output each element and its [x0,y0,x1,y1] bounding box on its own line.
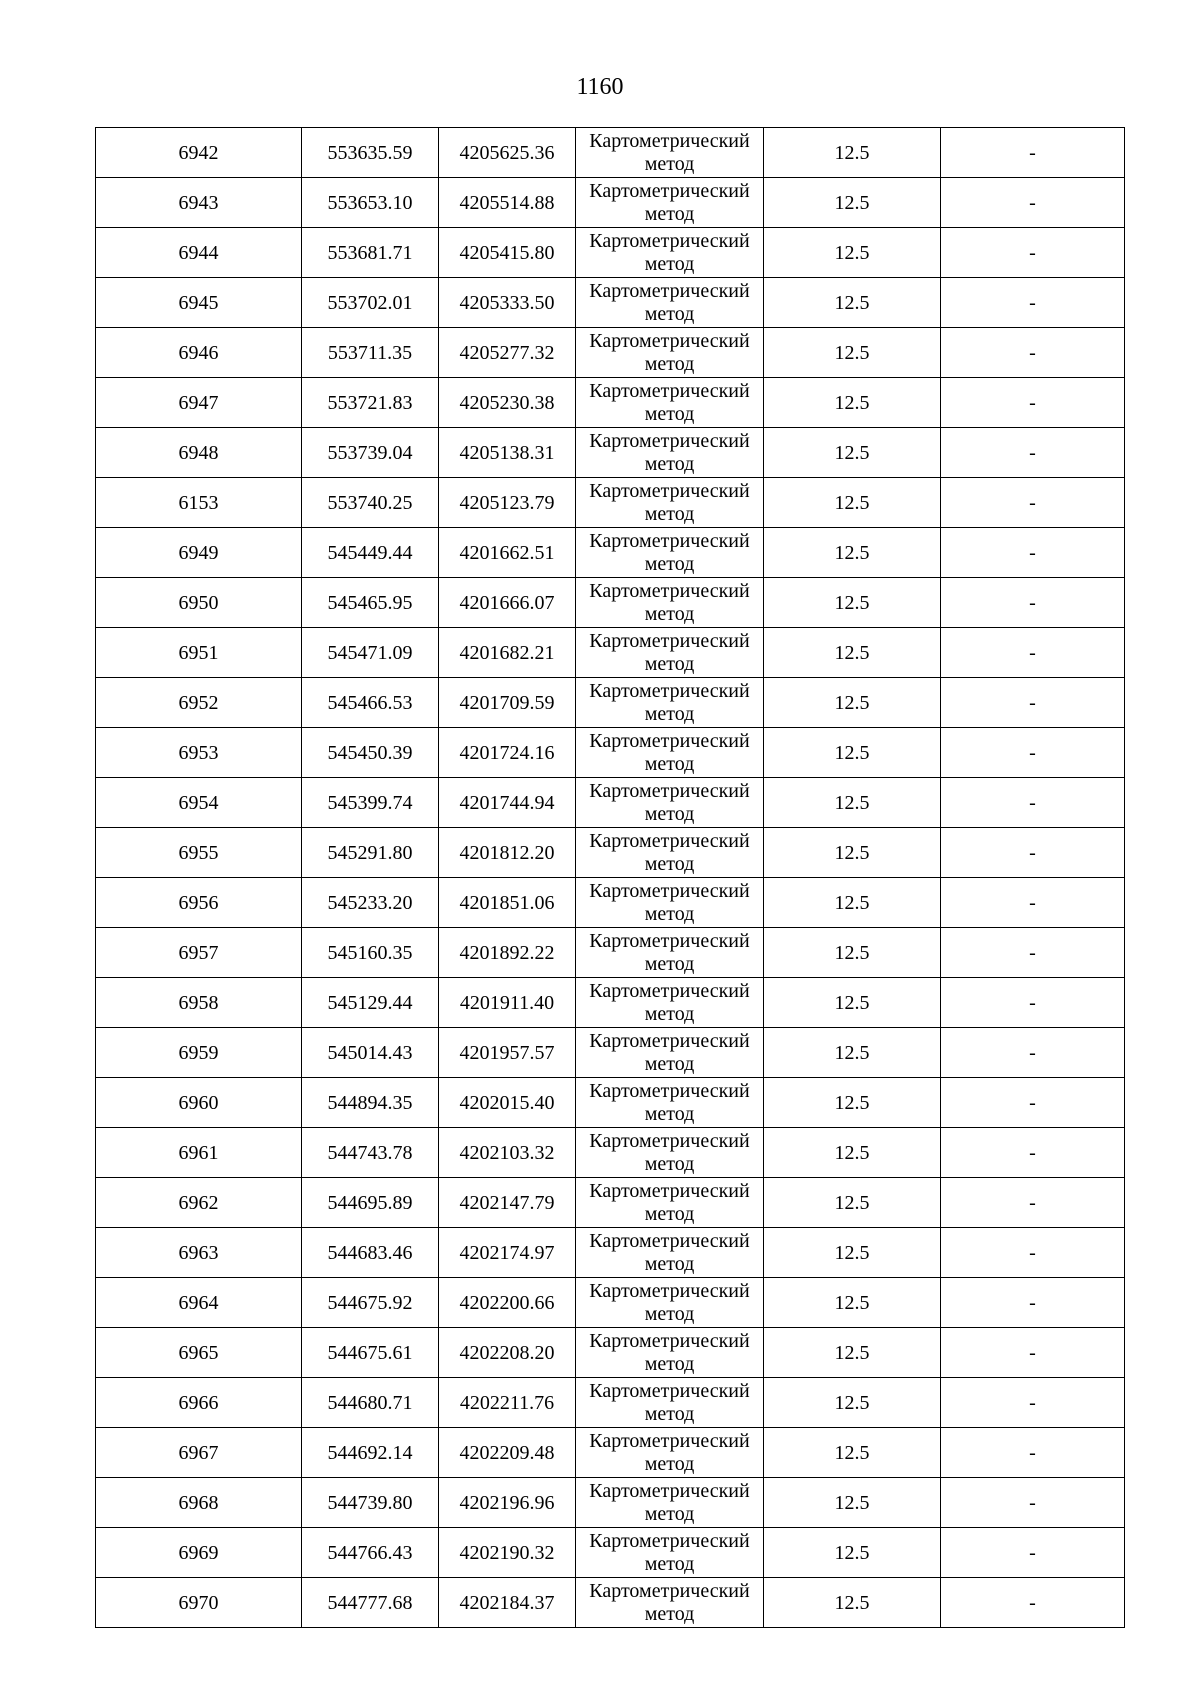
error-value-cell: 12.5 [764,578,941,628]
table-body [96,128,1125,1628]
note-cell: - [941,1128,1125,1178]
point-number-cell: 6967 [96,1428,302,1478]
error-value-cell: 12.5 [764,378,941,428]
method-line-2: метод [644,1552,695,1575]
x-coordinate-cell: 544675.92 [302,1278,439,1328]
method-line-2: метод [644,902,695,925]
error-value-cell: 12.5 [764,528,941,578]
error-value-cell: 12.5 [764,928,941,978]
point-number-cell: 6969 [96,1528,302,1578]
y-coordinate-cell: 4202208.20 [439,1328,576,1378]
note-cell: - [941,278,1125,328]
x-coordinate-cell: 544766.43 [302,1528,439,1578]
method-line-1: Картометрический [589,829,750,852]
point-number-cell: 6950 [96,578,302,628]
method-cell [576,278,764,328]
method-cell [576,728,764,778]
method-cell [576,1028,764,1078]
method-line-2: метод [644,1102,695,1125]
table-row [96,878,1125,928]
y-coordinate-cell: 4205138.31 [439,428,576,478]
table-row [96,528,1125,578]
table-row [96,278,1125,328]
method-cell [576,778,764,828]
table-row [96,728,1125,778]
method-line-1: Картометрический [589,479,750,502]
error-value-cell: 12.5 [764,878,941,928]
table-row [96,1428,1125,1478]
method-cell [576,678,764,728]
point-number-cell: 6960 [96,1078,302,1128]
table-row [96,128,1125,178]
method-line-1: Картометрический [589,1529,750,1552]
method-cell [576,1578,764,1628]
table-row [96,1178,1125,1228]
table-row [96,1478,1125,1528]
note-cell: - [941,178,1125,228]
x-coordinate-cell: 545466.53 [302,678,439,728]
error-value-cell: 12.5 [764,1328,941,1378]
method-line-1: Картометрический [589,1229,750,1252]
method-cell [576,578,764,628]
table-row [96,678,1125,728]
y-coordinate-cell: 4201851.06 [439,878,576,928]
table-row [96,178,1125,228]
error-value-cell: 12.5 [764,278,941,328]
method-line-2: метод [644,1002,695,1025]
y-coordinate-cell: 4201957.57 [439,1028,576,1078]
error-value-cell: 12.5 [764,778,941,828]
table-row [96,378,1125,428]
method-line-2: метод [644,352,695,375]
error-value-cell: 12.5 [764,128,941,178]
x-coordinate-cell: 544683.46 [302,1228,439,1278]
error-value-cell: 12.5 [764,1228,941,1278]
method-cell [576,828,764,878]
method-line-2: метод [644,1352,695,1375]
x-coordinate-cell: 553739.04 [302,428,439,478]
point-number-cell: 6942 [96,128,302,178]
y-coordinate-cell: 4201812.20 [439,828,576,878]
table-row [96,928,1125,978]
method-line-1: Картометрический [589,1129,750,1152]
x-coordinate-cell: 544777.68 [302,1578,439,1628]
y-coordinate-cell: 4201724.16 [439,728,576,778]
method-cell [576,1178,764,1228]
error-value-cell: 12.5 [764,1278,941,1328]
point-number-cell: 6959 [96,1028,302,1078]
note-cell: - [941,1178,1125,1228]
point-number-cell: 6944 [96,228,302,278]
table-row [96,628,1125,678]
method-line-1: Картометрический [589,379,750,402]
table-row [96,1528,1125,1578]
point-number-cell: 6970 [96,1578,302,1628]
method-line-2: метод [644,452,695,475]
note-cell: - [941,1078,1125,1128]
x-coordinate-cell: 545465.95 [302,578,439,628]
y-coordinate-cell: 4202200.66 [439,1278,576,1328]
boundary-points-table [95,127,1125,1628]
error-value-cell: 12.5 [764,328,941,378]
error-value-cell: 12.5 [764,428,941,478]
method-cell [576,1128,764,1178]
point-number-cell: 6957 [96,928,302,978]
x-coordinate-cell: 553681.71 [302,228,439,278]
table-row [96,578,1125,628]
y-coordinate-cell: 4201709.59 [439,678,576,728]
method-cell [576,178,764,228]
method-cell [576,928,764,978]
note-cell: - [941,878,1125,928]
table-row [96,1378,1125,1428]
x-coordinate-cell: 553635.59 [302,128,439,178]
note-cell: - [941,1278,1125,1328]
note-cell: - [941,1378,1125,1428]
x-coordinate-cell: 545450.39 [302,728,439,778]
method-line-2: метод [644,552,695,575]
table-row [96,1128,1125,1178]
error-value-cell: 12.5 [764,728,941,778]
method-cell [576,1428,764,1478]
y-coordinate-cell: 4205625.36 [439,128,576,178]
point-number-cell: 6961 [96,1128,302,1178]
method-line-1: Картометрический [589,1579,750,1602]
method-line-2: метод [644,752,695,775]
y-coordinate-cell: 4205415.80 [439,228,576,278]
note-cell: - [941,1578,1125,1628]
method-line-2: метод [644,1502,695,1525]
method-line-2: метод [644,1452,695,1475]
method-cell [576,128,764,178]
method-line-1: Картометрический [589,329,750,352]
method-cell [576,1078,764,1128]
method-line-1: Картометрический [589,1479,750,1502]
y-coordinate-cell: 4201682.21 [439,628,576,678]
error-value-cell: 12.5 [764,1578,941,1628]
point-number-cell: 6947 [96,378,302,428]
method-line-1: Картометрический [589,529,750,552]
y-coordinate-cell: 4202211.76 [439,1378,576,1428]
table-row [96,428,1125,478]
y-coordinate-cell: 4202190.32 [439,1528,576,1578]
y-coordinate-cell: 4202015.40 [439,1078,576,1128]
method-line-2: метод [644,1252,695,1275]
note-cell: - [941,428,1125,478]
method-line-2: метод [644,702,695,725]
point-number-cell: 6956 [96,878,302,928]
method-line-1: Картометрический [589,1029,750,1052]
error-value-cell: 12.5 [764,1528,941,1578]
error-value-cell: 12.5 [764,1028,941,1078]
method-line-2: метод [644,952,695,975]
table-row [96,1228,1125,1278]
table-row [96,1328,1125,1378]
x-coordinate-cell: 544695.89 [302,1178,439,1228]
x-coordinate-cell: 545471.09 [302,628,439,678]
point-number-cell: 6954 [96,778,302,828]
point-number-cell: 6945 [96,278,302,328]
method-cell [576,528,764,578]
point-number-cell: 6955 [96,828,302,878]
table-row [96,828,1125,878]
point-number-cell: 6949 [96,528,302,578]
y-coordinate-cell: 4201662.51 [439,528,576,578]
error-value-cell: 12.5 [764,1478,941,1528]
note-cell: - [941,678,1125,728]
method-line-1: Картометрический [589,179,750,202]
error-value-cell: 12.5 [764,628,941,678]
point-number-cell: 6964 [96,1278,302,1328]
method-line-1: Картометрический [589,229,750,252]
note-cell: - [941,228,1125,278]
method-cell [576,328,764,378]
method-line-1: Картометрический [589,1329,750,1352]
note-cell: - [941,1228,1125,1278]
method-line-2: метод [644,1402,695,1425]
error-value-cell: 12.5 [764,228,941,278]
table-row [96,1078,1125,1128]
y-coordinate-cell: 4202196.96 [439,1478,576,1528]
method-cell [576,228,764,278]
method-line-2: метод [644,1052,695,1075]
table-row [96,1028,1125,1078]
method-line-1: Картометрический [589,1429,750,1452]
method-line-2: метод [644,602,695,625]
method-line-2: метод [644,802,695,825]
method-cell [576,1278,764,1328]
table-row [96,328,1125,378]
method-line-1: Картометрический [589,879,750,902]
point-number-cell: 6958 [96,978,302,1028]
method-line-1: Картометрический [589,579,750,602]
x-coordinate-cell: 545160.35 [302,928,439,978]
method-line-2: метод [644,652,695,675]
point-number-cell: 6966 [96,1378,302,1428]
error-value-cell: 12.5 [764,678,941,728]
method-line-2: метод [644,152,695,175]
x-coordinate-cell: 545449.44 [302,528,439,578]
x-coordinate-cell: 544743.78 [302,1128,439,1178]
method-line-2: метод [644,852,695,875]
error-value-cell: 12.5 [764,1428,941,1478]
y-coordinate-cell: 4201911.40 [439,978,576,1028]
point-number-cell: 6953 [96,728,302,778]
error-value-cell: 12.5 [764,1078,941,1128]
table-row [96,778,1125,828]
error-value-cell: 12.5 [764,1178,941,1228]
method-line-1: Картометрический [589,1079,750,1102]
method-cell [576,378,764,428]
y-coordinate-cell: 4205230.38 [439,378,576,428]
method-line-1: Картометрический [589,1179,750,1202]
point-number-cell: 6153 [96,478,302,528]
table-row [96,478,1125,528]
note-cell: - [941,128,1125,178]
point-number-cell: 6948 [96,428,302,478]
method-line-2: метод [644,302,695,325]
method-line-1: Картометрический [589,979,750,1002]
note-cell: - [941,328,1125,378]
table-row [96,978,1125,1028]
point-number-cell: 6962 [96,1178,302,1228]
error-value-cell: 12.5 [764,828,941,878]
note-cell: - [941,828,1125,878]
method-line-2: метод [644,1602,695,1625]
y-coordinate-cell: 4202147.79 [439,1178,576,1228]
method-line-2: метод [644,1152,695,1175]
method-cell [576,628,764,678]
method-cell [576,428,764,478]
y-coordinate-cell: 4201744.94 [439,778,576,828]
x-coordinate-cell: 544894.35 [302,1078,439,1128]
x-coordinate-cell: 544692.14 [302,1428,439,1478]
x-coordinate-cell: 544675.61 [302,1328,439,1378]
y-coordinate-cell: 4202184.37 [439,1578,576,1628]
method-cell [576,478,764,528]
method-line-1: Картометрический [589,1379,750,1402]
method-line-1: Картометрический [589,779,750,802]
y-coordinate-cell: 4202209.48 [439,1428,576,1478]
x-coordinate-cell: 545399.74 [302,778,439,828]
method-cell [576,1228,764,1278]
x-coordinate-cell: 553711.35 [302,328,439,378]
point-number-cell: 6968 [96,1478,302,1528]
error-value-cell: 12.5 [764,1378,941,1428]
note-cell: - [941,1028,1125,1078]
y-coordinate-cell: 4202174.97 [439,1228,576,1278]
point-number-cell: 6952 [96,678,302,728]
method-line-2: метод [644,202,695,225]
note-cell: - [941,1478,1125,1528]
y-coordinate-cell: 4205123.79 [439,478,576,528]
error-value-cell: 12.5 [764,1128,941,1178]
y-coordinate-cell: 4205514.88 [439,178,576,228]
x-coordinate-cell: 553740.25 [302,478,439,528]
point-number-cell: 6946 [96,328,302,378]
note-cell: - [941,528,1125,578]
method-cell [576,1528,764,1578]
method-line-1: Картометрический [589,1279,750,1302]
note-cell: - [941,578,1125,628]
page-number: 1160 [576,74,624,100]
x-coordinate-cell: 545291.80 [302,828,439,878]
y-coordinate-cell: 4205277.32 [439,328,576,378]
method-line-1: Картометрический [589,679,750,702]
method-line-2: метод [644,402,695,425]
x-coordinate-cell: 553721.83 [302,378,439,428]
x-coordinate-cell: 553702.01 [302,278,439,328]
method-line-1: Картометрический [589,129,750,152]
method-line-2: метод [644,252,695,275]
method-line-1: Картометрический [589,629,750,652]
x-coordinate-cell: 545129.44 [302,978,439,1028]
method-cell [576,1328,764,1378]
error-value-cell: 12.5 [764,478,941,528]
method-line-1: Картометрический [589,929,750,952]
x-coordinate-cell: 545233.20 [302,878,439,928]
note-cell: - [941,928,1125,978]
method-line-1: Картометрический [589,279,750,302]
method-line-2: метод [644,1202,695,1225]
method-cell [576,978,764,1028]
table-row [96,1578,1125,1628]
method-line-1: Картометрический [589,729,750,752]
method-line-2: метод [644,502,695,525]
note-cell: - [941,478,1125,528]
error-value-cell: 12.5 [764,978,941,1028]
point-number-cell: 6943 [96,178,302,228]
method-cell [576,1478,764,1528]
note-cell: - [941,728,1125,778]
note-cell: - [941,628,1125,678]
y-coordinate-cell: 4201892.22 [439,928,576,978]
x-coordinate-cell: 553653.10 [302,178,439,228]
error-value-cell: 12.5 [764,178,941,228]
note-cell: - [941,1428,1125,1478]
method-line-2: метод [644,1302,695,1325]
method-cell [576,1378,764,1428]
note-cell: - [941,978,1125,1028]
method-line-1: Картометрический [589,429,750,452]
y-coordinate-cell: 4205333.50 [439,278,576,328]
note-cell: - [941,1528,1125,1578]
x-coordinate-cell: 544680.71 [302,1378,439,1428]
point-number-cell: 6963 [96,1228,302,1278]
point-number-cell: 6951 [96,628,302,678]
note-cell: - [941,378,1125,428]
point-number-cell: 6965 [96,1328,302,1378]
x-coordinate-cell: 544739.80 [302,1478,439,1528]
y-coordinate-cell: 4201666.07 [439,578,576,628]
y-coordinate-cell: 4202103.32 [439,1128,576,1178]
note-cell: - [941,778,1125,828]
method-cell [576,878,764,928]
note-cell: - [941,1328,1125,1378]
table-row [96,228,1125,278]
table-row [96,1278,1125,1328]
x-coordinate-cell: 545014.43 [302,1028,439,1078]
